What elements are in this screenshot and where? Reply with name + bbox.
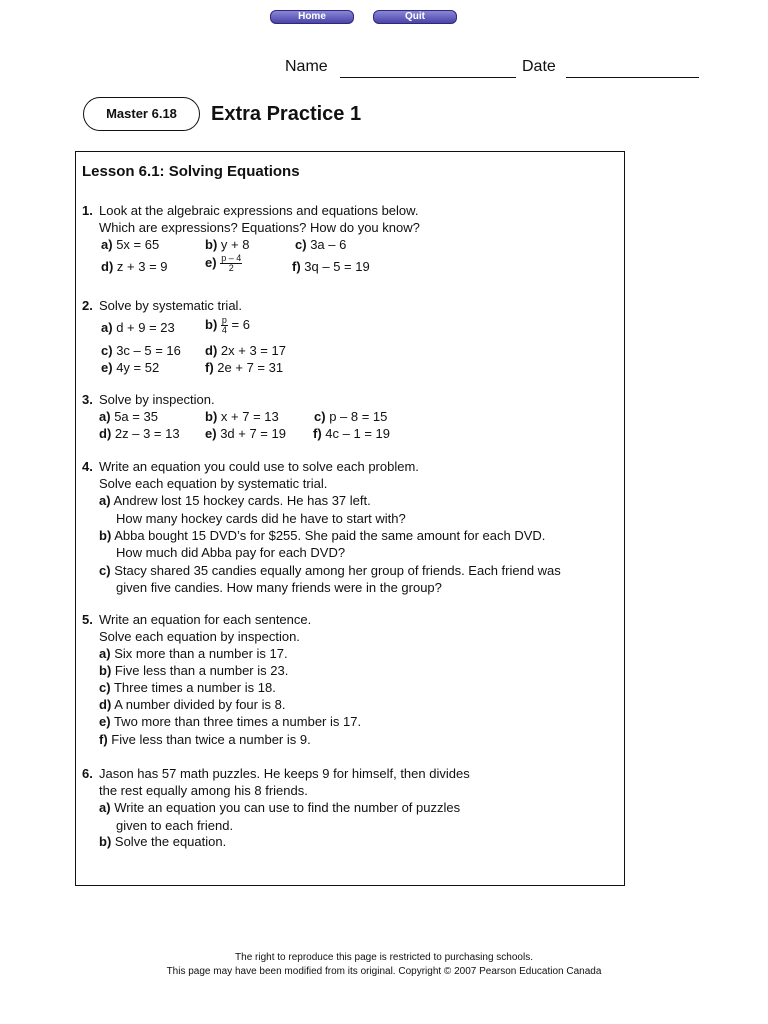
q6a-text-1: Write an equation you can use to find the number of puzzles: [114, 800, 461, 815]
q4b-label: b): [99, 528, 112, 543]
q4c-text-1: Stacy shared 35 candies equally among her group of friends. Each friend was: [114, 563, 561, 578]
q3a-label: a): [99, 409, 111, 424]
q4c-text-2: given five candies. How many friends were in the group?: [116, 580, 442, 595]
q2b-fraction: $\frac{p}{4}$: [221, 315, 227, 335]
q3a-text: 5a = 35: [114, 409, 158, 424]
q2b-text: = 6: [231, 316, 250, 332]
q6-text-1: Jason has 57 math puzzles. He keeps 9 for himself, then divides: [99, 766, 470, 781]
q6b-label: b): [99, 834, 112, 849]
q2b-label: b): [205, 316, 218, 332]
q3d-label: d): [99, 426, 112, 441]
q5b-label: b): [99, 663, 112, 678]
q5c-text: Three times a number is 18.: [113, 680, 276, 695]
home-button[interactable]: Home: [270, 10, 354, 24]
page-title: Extra Practice 1: [211, 103, 362, 125]
q1c-text: 3a – 6: [310, 237, 347, 252]
q3c-text: p – 8 = 15: [329, 409, 388, 424]
q5c-label: c): [99, 680, 111, 695]
q4c-label: c): [99, 563, 111, 578]
date-label: Date: [522, 58, 556, 75]
q2e-text: 4y = 52: [116, 360, 160, 375]
q1-text-1: Look at the algebraic expressions and equations below.: [99, 203, 419, 218]
q5a-text: Six more than a number is 17.: [114, 646, 288, 661]
q6b-text: Solve the equation.: [114, 834, 227, 849]
q6-number: 6.: [82, 766, 93, 781]
q4a-label: a): [99, 493, 111, 508]
q3d-text: 2z – 3 = 13: [114, 426, 180, 441]
q1-text-2: Which are expressions? Equations? How do you know?: [99, 220, 420, 235]
q5f-text: Five less than twice a number is 9.: [111, 732, 311, 747]
q4-text-2: Solve each equation by systematic trial.: [99, 476, 328, 491]
q4b-text-2: How much did Abba pay for each DVD?: [116, 545, 346, 560]
q3-number: 3.: [82, 392, 93, 407]
q2d-text: 2x + 3 = 17: [220, 343, 286, 358]
q4-number: 4.: [82, 459, 93, 474]
q1d-text: z + 3 = 9: [116, 259, 168, 274]
footer-line-1: The right to reproduce this page is restricted to purchasing schools.: [235, 952, 533, 963]
q2a-label: a): [101, 320, 113, 335]
q3e-text: 3d + 7 = 19: [220, 426, 286, 441]
q1e-label: e): [205, 254, 217, 270]
q5e-label: e): [99, 714, 111, 729]
q1c-label: c): [295, 237, 307, 252]
q2-text: Solve by systematic trial.: [99, 298, 243, 313]
q6-text-2: the rest equally among his 8 friends.: [99, 783, 308, 798]
q4b-text-1: Abba bought 15 DVD’s for $255. She paid the same amount for each DVD.: [114, 528, 546, 543]
q5-number: 5.: [82, 612, 93, 627]
q1-number: 1.: [82, 203, 93, 218]
q1a-text: 5x = 65: [116, 237, 160, 252]
q2f-text: 2e + 7 = 31: [217, 360, 284, 375]
q5-text-1: Write an equation for each sentence.: [99, 612, 312, 627]
q5e-text: Two more than three times a number is 17.: [113, 714, 362, 729]
q6a-text-2: given to each friend.: [116, 818, 234, 833]
q4-text-1: Write an equation you could use to solve each problem.: [99, 459, 419, 474]
q3f-text: 4c – 1 = 19: [325, 426, 390, 441]
date-line: [566, 77, 699, 78]
master-badge: Master 6.18: [83, 97, 200, 131]
q3-text: Solve by inspection.: [99, 392, 215, 407]
q3b-text: x + 7 = 13: [220, 409, 279, 424]
quit-button[interactable]: Quit: [373, 10, 457, 24]
q3f-label: f): [313, 426, 322, 441]
footer-line-2: This page may have been modified from its original. Copyright © 2007 Pearson Education Canada: [166, 966, 602, 977]
q1f-label: f): [292, 259, 301, 274]
name-label: Name: [285, 58, 328, 75]
q2c-label: c): [101, 343, 113, 358]
q5a-label: a): [99, 646, 111, 661]
q1a-label: a): [101, 237, 113, 252]
q3b-label: b): [205, 409, 218, 424]
q3e-label: e): [205, 426, 217, 441]
lesson-title: Lesson 6.1: Solving Equations: [82, 163, 300, 180]
q1b-text: y + 8: [220, 237, 250, 252]
q1f-text: 3q – 5 = 19: [304, 259, 370, 274]
q2d-label: d): [205, 343, 218, 358]
q4a-text-2: How many hockey cards did he have to start with?: [116, 511, 406, 526]
q5d-label: d): [99, 697, 112, 712]
q5d-text: A number divided by four is 8.: [114, 697, 286, 712]
q5b-text: Five less than a number is 23.: [114, 663, 289, 678]
q1b-label: b): [205, 237, 218, 252]
q6a-label: a): [99, 800, 111, 815]
name-line: [340, 77, 516, 78]
q1d-label: d): [101, 259, 114, 274]
q5f-label: f): [99, 732, 108, 747]
q1e-fraction: $\frac{p - 4}{2}$: [221, 253, 242, 273]
q2c-text: 3c – 5 = 16: [116, 343, 181, 358]
q2-number: 2.: [82, 298, 93, 313]
q3c-label: c): [314, 409, 326, 424]
q4a-text-1: Andrew lost 15 hockey cards. He has 37 left.: [113, 493, 371, 508]
q2e-label: e): [101, 360, 113, 375]
q5-text-2: Solve each equation by inspection.: [99, 629, 300, 644]
q2f-label: f): [205, 360, 214, 375]
q2a-text: d + 9 = 23: [116, 320, 175, 335]
